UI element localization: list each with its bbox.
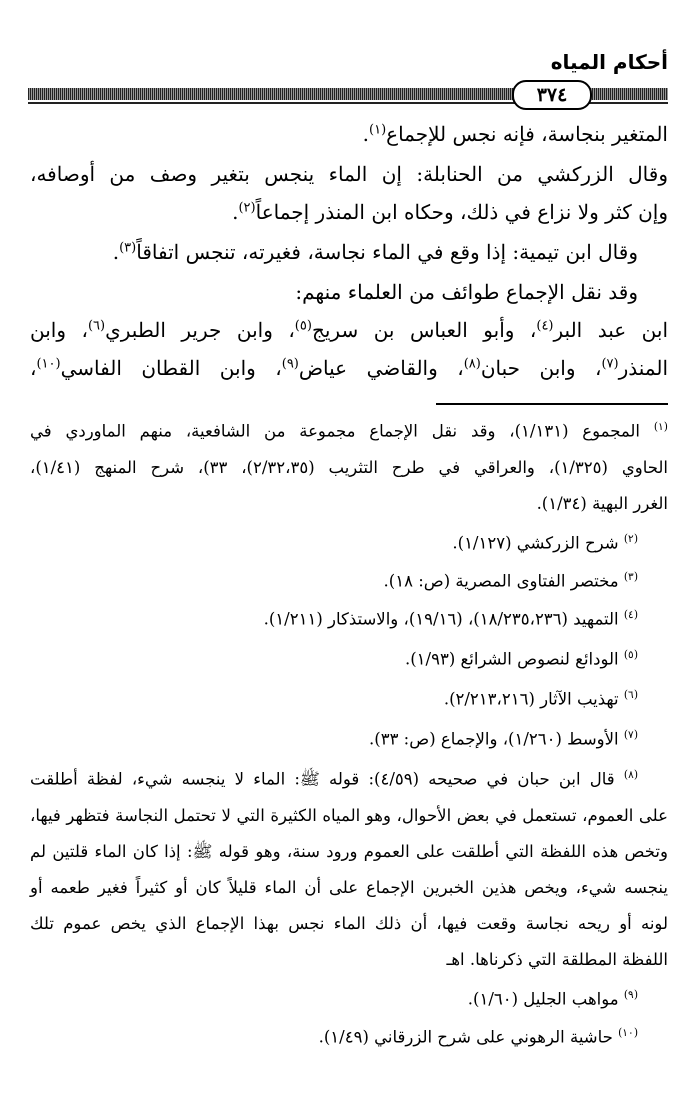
- body-line-3: وإن كثر ولا نزاع في ذلك، وحكاه ابن المنذر إجماعاً$^{(٢)}$.: [232, 200, 668, 224]
- footnote-ref: (٨): [463, 356, 481, 372]
- footnote-2: $^{(٢)}$ شرح الزركشي (١/١٢٧).: [452, 532, 638, 553]
- footnote-7: $^{(٧)}$ الأوسط (١/٢٦٠)، والإجماع (ص: ٣٣).: [369, 728, 638, 749]
- body-line-6: ابن عبد البر$^{(٤)}$، وأبو العباس بن سريج$^{(٥)}$، وابن جرير الطبري$^{(٦)}$، وابن: [30, 318, 669, 342]
- footnote-ref: (٥): [294, 318, 312, 334]
- footnote-1-line-3: الغرر البهية (١/٣٤).: [536, 494, 668, 513]
- footnote-8-line-5: لونه أو ريحه نجاسة وقعت فيها، أن ذلك الماء نجس بهذا الإجماع الذي يخص عموم تلك: [30, 914, 668, 933]
- footnote-ref: (٩): [281, 356, 299, 372]
- body-line-4: وقال ابن تيمية: إذا وقع في الماء نجاسة، فغيرته، تنجس اتفاقاً$^{(٣)}$.: [112, 240, 638, 264]
- footnote-ref: (٧): [601, 356, 619, 372]
- footnote-6: $^{(٦)}$ تهذيب الآثار (٢/٢١٣،٢١٦).: [443, 688, 638, 709]
- page-number: ٣٧٤: [512, 80, 592, 110]
- footnote-separator: [436, 403, 668, 405]
- footnote-8-line-2: على العموم، تستعمل في بعض الأحوال، وهو المياه الكثيرة التي لا تحتمل النجاسة فتظهر فيها،: [30, 806, 668, 825]
- body-line-7: المنذر$^{(٧)}$، وابن حبان$^{(٨)}$، والقاضي عياض$^{(٩)}$، وابن القطان الفاسي$^{(١٠)}$،: [30, 356, 668, 380]
- footnote-8-line-6: اللفظة المطلقة التي ذكرناها. اهـ: [446, 950, 668, 969]
- body-line-5: وقد نقل الإجماع طوائف من العلماء منهم:: [295, 280, 638, 304]
- footnote-8-line-4: ينجسه شيء، ويخص هذين الخبرين الإجماع على أن الماء قليلاً كان أو كثيراً فغير طعمه أو: [30, 878, 668, 897]
- footnote-8-line-3: وتخص هذه اللفظة التي أطلقت على العموم ورود سنة، وهو قوله ﷺ: إذا كان الماء قلتين لم: [30, 842, 668, 861]
- body-line-1: المتغير بنجاسة، فإنه نجس للإجماع$^{(١)}$.: [362, 122, 668, 146]
- footnote-8-line-1: $^{(٨)}$ قال ابن حبان في صحيحه (٤/٥٩): قوله ﷺ: الماء لا ينجسه شيء، لفظة أطلقت: [30, 768, 639, 789]
- footnote-3: $^{(٣)}$ مختصر الفتاوى المصرية (ص: ١٨).: [383, 570, 638, 591]
- footnote-ref: (٤): [536, 318, 554, 334]
- running-title: أحكام المياه: [550, 50, 668, 74]
- footnote-4: $^{(٤)}$ التمهيد (١٨/٢٣٥،٢٣٦)، (١٩/١٦)، والاستذكار (١/٢١١).: [263, 608, 638, 629]
- footnote-10: $^{(١٠)}$ حاشية الرهوني على شرح الزرقاني (١/٤٩).: [318, 1026, 638, 1047]
- footnote-1-line-1: $^{(١)}$ المجموع (١/١٣١)، وقد نقل الإجماع مجموعة من الشافعية، منهم الماوردي في: [30, 420, 668, 441]
- footnote-9: $^{(٩)}$ مواهب الجليل (١/٦٠).: [467, 988, 638, 1009]
- footnote-ref: (١): [369, 122, 387, 138]
- footnote-ref: (١٠): [36, 356, 61, 372]
- footnote-1-line-2: الحاوي (١/٣٢٥)، والعراقي في طرح التثريب (٢/٣٢،٣٥)، ٣٣)، شرح المنهج (١/٤١)،: [30, 458, 668, 477]
- footnote-5: $^{(٥)}$ الودائع لنصوص الشرائع (١/٩٣).: [404, 648, 638, 669]
- footnote-ref: (٢): [238, 200, 256, 216]
- footnote-ref: (٣): [119, 240, 137, 256]
- body-line-2: وقال الزركشي من الحنابلة: إن الماء ينجس بتغير وصف من أوصافه،: [30, 162, 668, 186]
- footnote-ref: (٦): [87, 318, 106, 334]
